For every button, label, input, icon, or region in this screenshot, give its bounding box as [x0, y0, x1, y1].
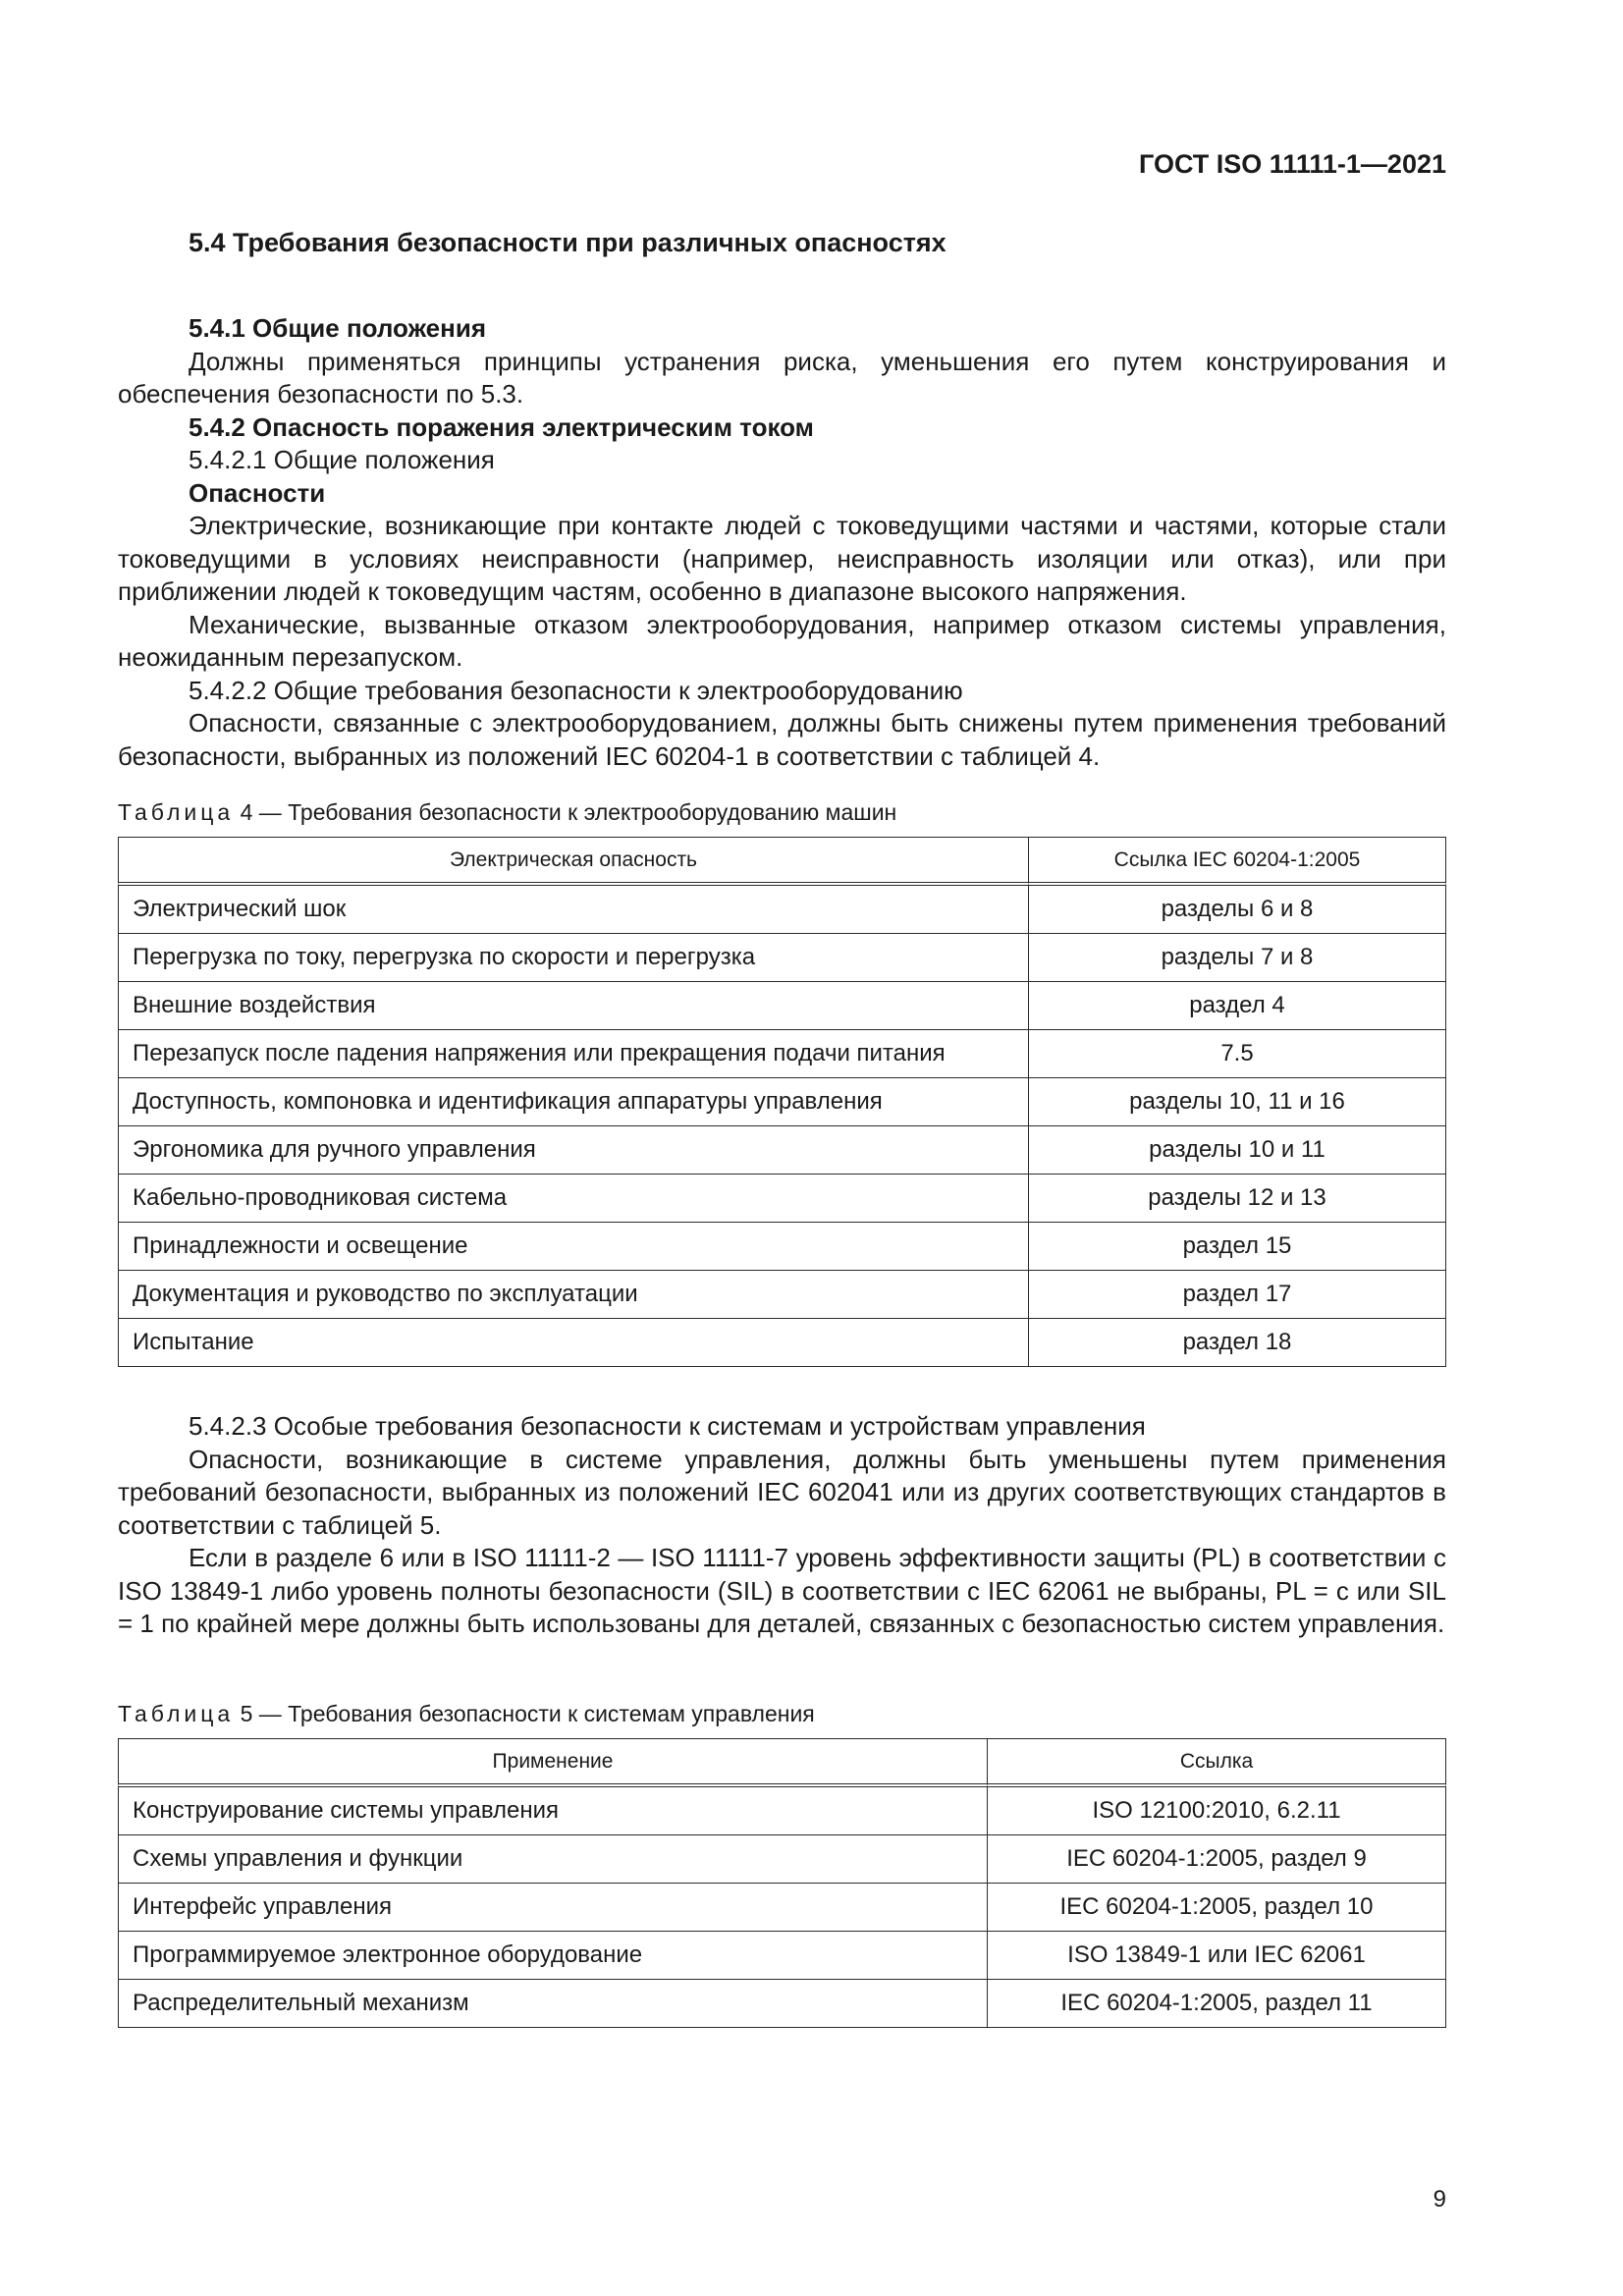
table-row	[118, 1835, 1446, 1884]
table-cell-reference: 7.5	[1029, 1030, 1446, 1078]
table-row	[118, 1030, 1446, 1078]
page-number: 9	[1433, 2186, 1446, 2213]
table-row	[118, 1319, 1446, 1367]
paragraph-5-4-2-2: Опасности, связанные с электрооборудованием, должны быть снижены путем применения требований безопасности, выбранных из положений IEC 60204-1 в соответствии с таблицей 4.	[118, 708, 1446, 771]
table-cell-hazard: Документация и руководство по эксплуатации	[118, 1271, 1029, 1319]
table-5-col-reference: Ссылка	[988, 1738, 1446, 1787]
table-5-caption	[118, 1699, 1446, 1728]
table-cell-hazard: Электрический шок	[118, 886, 1029, 934]
table-row	[118, 1271, 1446, 1319]
table-row	[118, 982, 1446, 1030]
table-cell-reference: IEC 60204-1:2005, раздел 11	[988, 1980, 1446, 2028]
table-row	[118, 1787, 1446, 1835]
section-title-5-4-1: 5.4.1 Общие положения	[189, 313, 486, 343]
table-5	[118, 1738, 1446, 2028]
table-cell-reference: раздел 15	[1029, 1223, 1446, 1271]
section-title-5-4-2: 5.4.2 Опасность поражения электрическим током	[189, 411, 814, 442]
hazards-paragraph-mechanical: Механические, вызванные отказом электрооборудования, например отказом системы управления, неожиданным перезапуском.	[118, 609, 1446, 672]
table-cell-application: Распределительный механизм	[118, 1980, 988, 2028]
table-row	[118, 1223, 1446, 1271]
table-row	[118, 1980, 1446, 2028]
table-5-caption-prefix: Таблица	[118, 1701, 235, 1726]
table-cell-hazard: Внешние воздействия	[118, 982, 1029, 1030]
table-4-col-hazard: Электрическая опасность	[118, 837, 1029, 886]
table-cell-reference: IEC 60204-1:2005, раздел 10	[988, 1884, 1446, 1932]
table-cell-hazard: Перегрузка по току, перегрузка по скорости и перегрузка	[118, 934, 1029, 982]
table-4-caption	[118, 797, 1446, 827]
table-row	[118, 886, 1446, 934]
table-cell-hazard: Перезапуск после падения напряжения или прекращения подачи питания	[118, 1030, 1029, 1078]
table-4	[118, 837, 1446, 1367]
section-5-4-2-3	[118, 1410, 1446, 1641]
table-cell-application: Конструирование системы управления	[118, 1787, 988, 1835]
table-4-caption-prefix: Таблица	[118, 799, 235, 825]
table-cell-application: Интерфейс управления	[118, 1884, 988, 1932]
table-cell-reference: разделы 12 и 13	[1029, 1175, 1446, 1223]
table-cell-application: Программируемое электронное оборудование	[118, 1932, 988, 1980]
table-row	[118, 934, 1446, 982]
table-cell-reference: раздел 4	[1029, 982, 1446, 1030]
table-row	[118, 1126, 1446, 1175]
table-cell-reference: IEC 60204-1:2005, раздел 9	[988, 1835, 1446, 1884]
section-title-5-4-2-1: 5.4.2.1 Общие положения	[189, 445, 495, 474]
table-row	[118, 1932, 1446, 1980]
table-row	[118, 1884, 1446, 1932]
paragraph-5-4-2-3-b: Если в разделе 6 или в ISO 11111-2 — ISO 11111-7 уровень эффективности защиты (PL) в соответствии с ISO 13849-1 либо уровень полноты безопасности (SIL) в соответствии с IEC 62061 не выбраны, PL = c или SIL = 1 по крайней мере должны быть использованы для деталей, связанных с безопасностью систем управления.	[118, 1543, 1446, 1638]
paragraph-5-4-1: Должны применяться принципы устранения риска, уменьшения его путем конструирования и обеспечения безопасности по 5.3.	[118, 346, 1446, 409]
table-cell-application: Схемы управления и функции	[118, 1835, 988, 1884]
table-5-wrapper	[118, 1738, 1446, 2028]
section-title-5-4-2-2: 5.4.2.2 Общие требования безопасности к электрооборудованию	[189, 675, 963, 705]
table-cell-hazard: Принадлежности и освещение	[118, 1223, 1029, 1271]
section-5-4-1-5-4-2	[118, 312, 1446, 773]
table-5-caption-text: 5 — Требования безопасности к системам управления	[234, 1701, 815, 1726]
hazards-heading: Опасности	[189, 477, 326, 508]
table-4-caption-text: 4 — Требования безопасности к электрооборудованию машин	[234, 799, 897, 825]
table-5-col-application: Применение	[118, 1738, 988, 1787]
table-cell-hazard: Испытание	[118, 1319, 1029, 1367]
document-id: ГОСТ ISO 11111-1—2021	[1139, 149, 1446, 179]
table-cell-reference: разделы 10, 11 и 16	[1029, 1078, 1446, 1126]
table-cell-reference: раздел 17	[1029, 1271, 1446, 1319]
paragraph-5-4-2-3-a: Опасности, возникающие в системе управления, должны быть уменьшены путем применения требований безопасности, выбранных из положений IEC 602041 или из других соответствующих стандартов в соответствии с таблицей 5.	[118, 1444, 1446, 1540]
section-title-5-4: 5.4 Требования безопасности при различных опасностях	[189, 228, 947, 257]
table-cell-reference: разделы 7 и 8	[1029, 934, 1446, 982]
table-cell-reference: ISO 13849-1 или IEC 62061	[988, 1932, 1446, 1980]
section-title-5-4-2-3: 5.4.2.3 Особые требования безопасности к системам и устройствам управления	[189, 1411, 1146, 1441]
table-cell-hazard: Доступность, компоновка и идентификация аппаратуры управления	[118, 1078, 1029, 1126]
hazards-paragraph-electrical: Электрические, возникающие при контакте людей с токоведущими частями и частями, которые стали токоведущими в условиях неисправности (например, неисправность изоляции или отказ), или при приближении людей к токоведущим частям, особенно в диапазоне высокого напряжения.	[118, 511, 1446, 606]
table-header-row	[118, 1738, 1446, 1787]
table-cell-reference: разделы 10 и 11	[1029, 1126, 1446, 1175]
table-row	[118, 1175, 1446, 1223]
table-4-wrapper	[118, 837, 1446, 1367]
table-4-col-reference: Ссылка IEC 60204-1:2005	[1029, 837, 1446, 886]
table-row	[118, 1078, 1446, 1126]
table-cell-hazard: Эргономика для ручного управления	[118, 1126, 1029, 1175]
table-cell-reference: раздел 18	[1029, 1319, 1446, 1367]
table-cell-hazard: Кабельно-проводниковая система	[118, 1175, 1029, 1223]
table-cell-reference: разделы 6 и 8	[1029, 886, 1446, 934]
table-header-row	[118, 837, 1446, 886]
table-cell-reference: ISO 12100:2010, 6.2.11	[988, 1787, 1446, 1835]
